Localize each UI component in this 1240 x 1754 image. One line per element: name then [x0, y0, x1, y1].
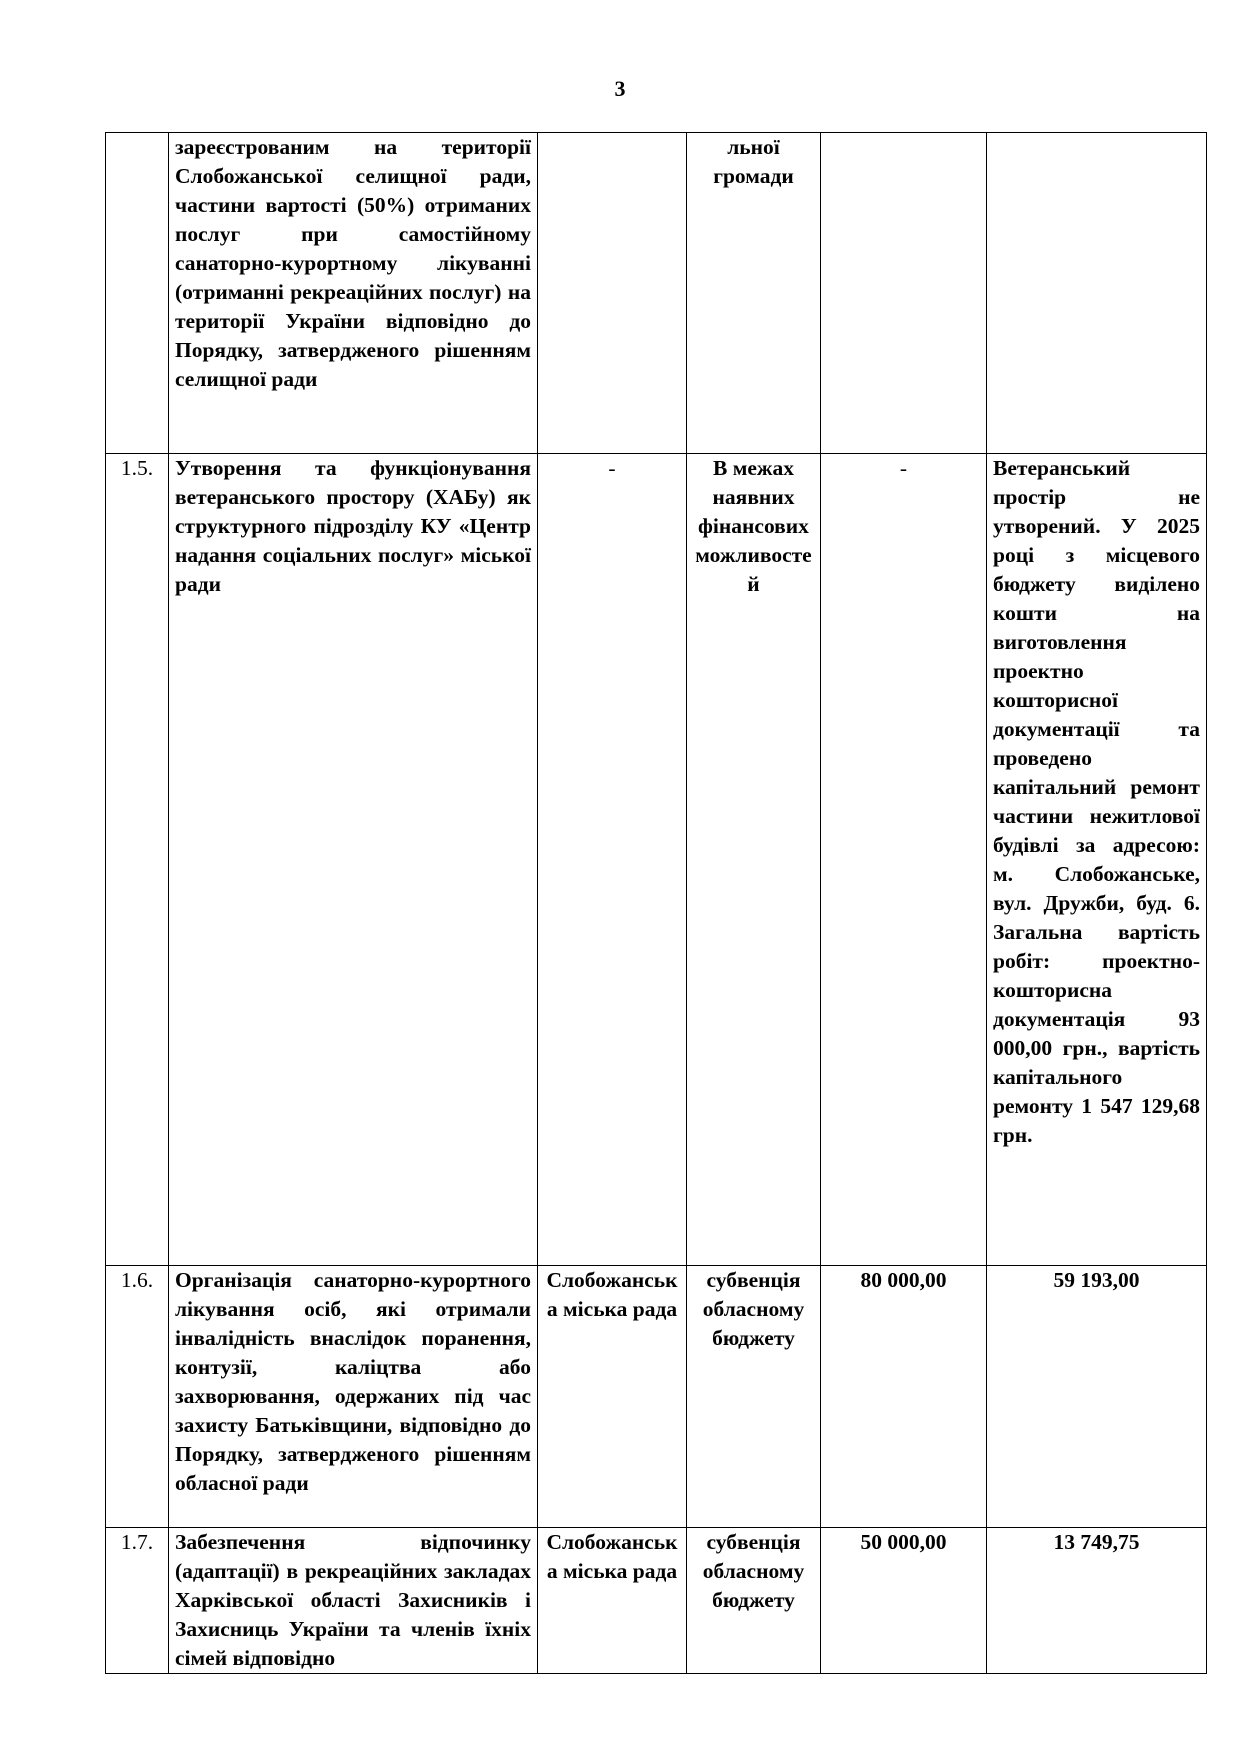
row-number: 1.6. — [106, 1266, 169, 1528]
table-row — [106, 133, 1207, 454]
funding-source: субвенція обласному бюджету — [687, 1266, 821, 1528]
executor: - — [538, 454, 687, 1266]
result — [987, 133, 1207, 454]
planned-amount: 80 000,00 — [821, 1266, 987, 1528]
result: Ветеранський простір не утворений. У 2025 році з місцевого бюджету виділено кошти на виготовлення проектно кошторисної документації та проведено капітальний ремонт частини нежитлової будівлі за адресою: м. Слобожанське, вул. Дружби, буд. 6. Загальна вартість робіт: проектно-кошторисна документація 93 000,00 грн., вартість капітального ремонту 1 547 129,68 грн. — [987, 454, 1207, 1266]
funding-source: льної громади — [687, 133, 821, 454]
page-number: 3 — [614, 76, 626, 101]
table-row — [106, 1528, 1207, 1674]
planned-amount — [821, 133, 987, 454]
planned-amount: - — [821, 454, 987, 1266]
planned-amount: 50 000,00 — [821, 1528, 987, 1674]
row-number: 1.7. — [106, 1528, 169, 1674]
measure-description: Організація санаторно-курортного лікування осіб, які отримали інвалідність внаслідок поранення, контузії, каліцтва або захворювання, одержаних під час захисту Батьківщини, відповідно до Порядку, затвердженого рішенням обласної ради — [169, 1266, 538, 1528]
executor: Слобожанська міська рада — [538, 1528, 687, 1674]
executor: Слобожанська міська рада — [538, 1266, 687, 1528]
funding-source: В межах наявних фінансових можливостей — [687, 454, 821, 1266]
measures-table — [105, 132, 1207, 1674]
row-number: 1.5. — [106, 454, 169, 1266]
row-number — [106, 133, 169, 454]
measure-description: зареєстрованим на території Слобожанської селищної ради, частини вартості (50%) отриманих послуг при самостійному санаторно-курортному лікуванні (отриманні рекреаційних послуг) на території України відповідно до Порядку, затвердженого рішенням селищної ради — [169, 133, 538, 454]
table-row — [106, 454, 1207, 1266]
executor — [538, 133, 687, 454]
funding-source: субвенція обласному бюджету — [687, 1528, 821, 1674]
measure-description: Утворення та функціонування ветеранського простору (ХАБу) як структурного підрозділу КУ «Центр надання соціальних послуг» міської ради — [169, 454, 538, 1266]
table-row — [106, 1266, 1207, 1528]
measure-description: Забезпечення відпочинку (адаптації) в рекреаційних закладах Харківської області Захисників і Захисниць України та членів їхніх сімей відповідно — [169, 1528, 538, 1674]
result: 13 749,75 — [987, 1528, 1207, 1674]
result: 59 193,00 — [987, 1266, 1207, 1528]
